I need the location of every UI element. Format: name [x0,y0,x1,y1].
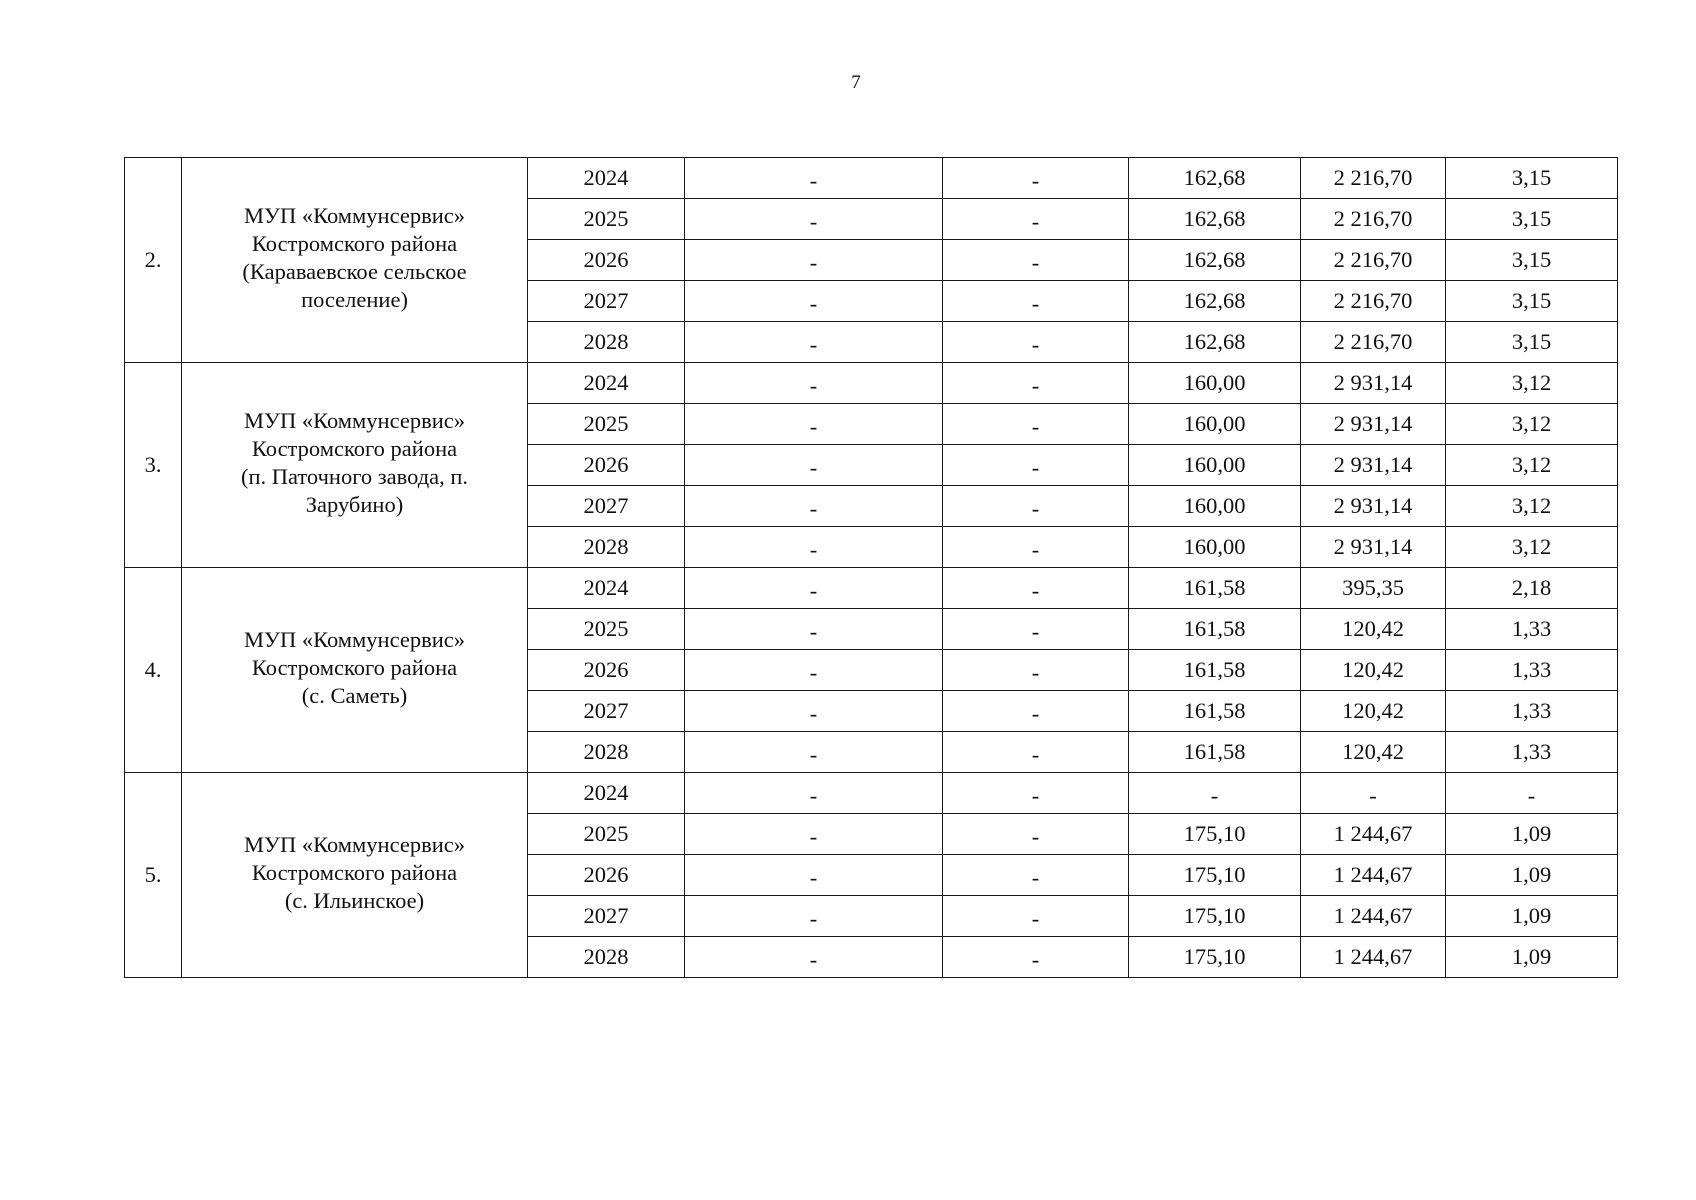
table-row [125,568,1618,609]
value-cell-3: 160,00 [1129,486,1301,527]
year-cell: 2025 [528,609,685,650]
value-cell-2: - [943,773,1129,814]
row-number-cell: 4. [125,568,182,773]
value-cell-4: - [1301,773,1446,814]
organization-line: Костромского района [251,436,458,461]
organization-cell [182,363,528,568]
tariff-table [124,157,1618,978]
value-cell-2: - [943,896,1129,937]
value-cell-4: 1 244,67 [1301,896,1446,937]
value-cell-3: 161,58 [1129,691,1301,732]
value-cell-4: 2 216,70 [1301,199,1446,240]
value-cell-2: - [943,281,1129,322]
value-cell-3: 162,68 [1129,281,1301,322]
value-cell-4: 120,42 [1301,732,1446,773]
value-cell-2: - [943,363,1129,404]
page-number: 7 [851,72,861,93]
year-cell: 2026 [528,650,685,691]
year-cell: 2027 [528,896,685,937]
value-cell-1: - [685,650,943,691]
value-cell-1: - [685,527,943,568]
value-cell-3: 162,68 [1129,322,1301,363]
value-cell-1: - [685,445,943,486]
organization-line: МУП «Коммунсервис» [244,832,465,857]
year-cell: 2026 [528,240,685,281]
value-cell-4: 2 216,70 [1301,240,1446,281]
year-cell: 2027 [528,281,685,322]
value-cell-4: 2 216,70 [1301,322,1446,363]
value-cell-2: - [943,322,1129,363]
value-cell-1: - [685,773,943,814]
row-number-cell: 3. [125,363,182,568]
value-cell-5: 1,09 [1446,937,1618,978]
year-cell: 2024 [528,158,685,199]
value-cell-5: 2,18 [1446,568,1618,609]
year-cell: 2027 [528,486,685,527]
value-cell-5: 3,12 [1446,527,1618,568]
year-cell: 2025 [528,814,685,855]
value-cell-5: 3,15 [1446,240,1618,281]
value-cell-5: - [1446,773,1618,814]
organization-line: поселение) [301,287,408,312]
value-cell-2: - [943,527,1129,568]
value-cell-4: 2 931,14 [1301,445,1446,486]
value-cell-4: 1 244,67 [1301,855,1446,896]
value-cell-5: 1,33 [1446,732,1618,773]
value-cell-5: 3,12 [1446,404,1618,445]
value-cell-5: 3,15 [1446,158,1618,199]
year-cell: 2028 [528,732,685,773]
organization-cell [182,568,528,773]
value-cell-2: - [943,814,1129,855]
organization-line: Костромского района [251,860,458,885]
value-cell-1: - [685,240,943,281]
row-number-cell: 5. [125,773,182,978]
year-cell: 2028 [528,322,685,363]
value-cell-5: 1,33 [1446,650,1618,691]
year-cell: 2025 [528,199,685,240]
value-cell-1: - [685,609,943,650]
value-cell-5: 1,33 [1446,609,1618,650]
organization-line: (с. Саметь) [301,683,408,708]
year-cell: 2025 [528,404,685,445]
value-cell-1: - [685,568,943,609]
value-cell-5: 3,12 [1446,445,1618,486]
value-cell-1: - [685,486,943,527]
value-cell-3: - [1129,773,1301,814]
value-cell-1: - [685,158,943,199]
organization-line: МУП «Коммунсервис» [244,203,465,228]
value-cell-2: - [943,609,1129,650]
value-cell-4: 120,42 [1301,691,1446,732]
year-cell: 2026 [528,855,685,896]
value-cell-1: - [685,281,943,322]
value-cell-5: 3,15 [1446,281,1618,322]
organization-line: Костромского района [251,655,458,680]
value-cell-3: 160,00 [1129,363,1301,404]
value-cell-2: - [943,568,1129,609]
value-cell-1: - [685,937,943,978]
value-cell-4: 120,42 [1301,650,1446,691]
organization-cell [182,158,528,363]
value-cell-5: 1,09 [1446,814,1618,855]
value-cell-1: - [685,896,943,937]
organization-line: МУП «Коммунсервис» [244,627,465,652]
value-cell-2: - [943,486,1129,527]
year-cell: 2024 [528,773,685,814]
value-cell-3: 160,00 [1129,527,1301,568]
table-body [125,158,1618,978]
value-cell-1: - [685,732,943,773]
value-cell-1: - [685,199,943,240]
value-cell-3: 175,10 [1129,855,1301,896]
table-row [125,773,1618,814]
organization-cell [182,773,528,978]
value-cell-4: 1 244,67 [1301,814,1446,855]
value-cell-5: 3,15 [1446,322,1618,363]
table-row [125,158,1618,199]
organization-line: МУП «Коммунсервис» [244,408,465,433]
value-cell-2: - [943,732,1129,773]
value-cell-2: - [943,650,1129,691]
year-cell: 2027 [528,691,685,732]
value-cell-3: 161,58 [1129,732,1301,773]
value-cell-5: 1,09 [1446,855,1618,896]
year-cell: 2024 [528,363,685,404]
table-row [125,363,1618,404]
value-cell-1: - [685,855,943,896]
value-cell-3: 162,68 [1129,158,1301,199]
value-cell-5: 3,12 [1446,363,1618,404]
value-cell-5: 3,15 [1446,199,1618,240]
value-cell-2: - [943,404,1129,445]
value-cell-3: 162,68 [1129,199,1301,240]
year-cell: 2024 [528,568,685,609]
value-cell-2: - [943,691,1129,732]
value-cell-3: 175,10 [1129,896,1301,937]
value-cell-4: 2 216,70 [1301,281,1446,322]
value-cell-2: - [943,855,1129,896]
value-cell-4: 2 216,70 [1301,158,1446,199]
value-cell-5: 1,33 [1446,691,1618,732]
year-cell: 2028 [528,937,685,978]
organization-line: (с. Ильинское) [284,888,425,913]
value-cell-4: 395,35 [1301,568,1446,609]
value-cell-3: 160,00 [1129,445,1301,486]
value-cell-3: 160,00 [1129,404,1301,445]
value-cell-2: - [943,240,1129,281]
value-cell-3: 161,58 [1129,609,1301,650]
value-cell-3: 161,58 [1129,568,1301,609]
value-cell-2: - [943,199,1129,240]
row-number-cell: 2. [125,158,182,363]
value-cell-5: 1,09 [1446,896,1618,937]
year-cell: 2026 [528,445,685,486]
value-cell-4: 1 244,67 [1301,937,1446,978]
value-cell-4: 2 931,14 [1301,363,1446,404]
value-cell-2: - [943,445,1129,486]
organization-line: (п. Паточного завода, п. [240,464,469,489]
value-cell-1: - [685,322,943,363]
value-cell-3: 175,10 [1129,814,1301,855]
value-cell-2: - [943,158,1129,199]
value-cell-1: - [685,404,943,445]
year-cell: 2028 [528,527,685,568]
value-cell-3: 161,58 [1129,650,1301,691]
organization-line: Костромского района [251,231,458,256]
organization-line: (Караваевское сельское [242,259,467,284]
value-cell-4: 2 931,14 [1301,486,1446,527]
value-cell-3: 175,10 [1129,937,1301,978]
organization-line: Зарубино) [305,492,404,517]
value-cell-4: 2 931,14 [1301,527,1446,568]
value-cell-3: 162,68 [1129,240,1301,281]
value-cell-1: - [685,691,943,732]
value-cell-1: - [685,814,943,855]
value-cell-4: 2 931,14 [1301,404,1446,445]
value-cell-2: - [943,937,1129,978]
value-cell-5: 3,12 [1446,486,1618,527]
value-cell-1: - [685,363,943,404]
value-cell-4: 120,42 [1301,609,1446,650]
